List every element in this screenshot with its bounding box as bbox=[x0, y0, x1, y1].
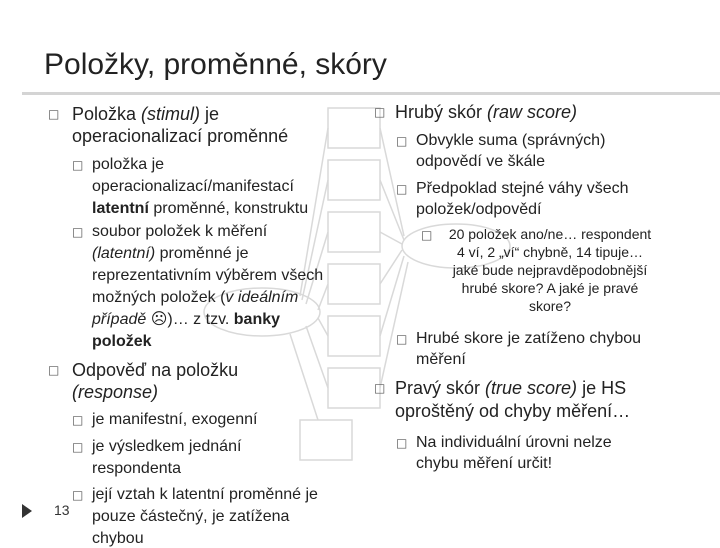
diagram-box bbox=[328, 264, 380, 304]
diagram-arrow bbox=[318, 318, 328, 336]
diagram-box bbox=[328, 368, 380, 408]
left-item2-sub3-line3: chybou bbox=[92, 530, 144, 547]
right-sub3-line1: Hrubé skore je zatíženo chybou bbox=[416, 330, 642, 347]
right-item1-line1: Hrubý skór (raw score) bbox=[395, 102, 578, 122]
right-subsub-line2: 4 ví, 2 „ví“ chybně, 14 tipuje… bbox=[457, 244, 643, 260]
right-item2-sub1-line2: chybu měření určit! bbox=[416, 455, 553, 472]
left-sub2-line2: (latentní) proměnné je bbox=[92, 245, 249, 262]
right-item2-line2: oproštěný od chyby měření… bbox=[395, 401, 631, 421]
bullet-icon: □ bbox=[396, 436, 408, 450]
left-sub2-line4: možných položek (v ideálním bbox=[92, 289, 299, 306]
bullet-icon: □ bbox=[396, 134, 408, 148]
bullet-icon: □ bbox=[396, 182, 408, 196]
left-item2-sub1: je manifestní, exogenní bbox=[92, 411, 258, 428]
diagram-arrow bbox=[306, 326, 328, 388]
right-sub2-line1: Předpoklad stejné váhy všech bbox=[416, 180, 629, 197]
left-sub2-line1: soubor položek k měření bbox=[92, 223, 268, 240]
right-subsub-line1: 20 položek ano/ne… respondent bbox=[448, 226, 652, 242]
right-subsub-line4: hrubé skore? A jaké je pravé bbox=[461, 280, 639, 296]
triangle-marker-icon bbox=[22, 504, 32, 518]
right-sub1-line2: odpovědí ve škále bbox=[416, 153, 545, 170]
bullet-icon: □ bbox=[72, 488, 84, 502]
bullet-icon: □ bbox=[72, 225, 84, 239]
left-item2-line2: (response) bbox=[72, 382, 159, 402]
left-item2-sub3-line2: pouze částečný, je zatížena bbox=[92, 508, 290, 525]
diagram-box bbox=[300, 420, 352, 460]
left-sub2-line3: reprezentativním výběrem všech bbox=[92, 267, 324, 284]
left-sub1-line1: položka je bbox=[92, 156, 165, 173]
diagram-arrow bbox=[380, 250, 402, 284]
right-sub1-line1: Obvykle suma (správných) bbox=[416, 132, 606, 149]
bullet-icon: □ bbox=[374, 381, 386, 395]
bullet-icon: □ bbox=[396, 332, 408, 346]
left-item2-line1: Odpověď na položku bbox=[72, 360, 239, 380]
left-sub2-line5: případě ☹)… z tzv. banky bbox=[92, 311, 281, 328]
bullet-icon: □ bbox=[48, 107, 60, 121]
left-item1-line1: Položka (stimul) je bbox=[72, 104, 220, 124]
diagram-arrow bbox=[318, 284, 328, 310]
diagram-arrow bbox=[380, 232, 402, 244]
page-number: 13 bbox=[54, 502, 70, 518]
diagram-box bbox=[328, 316, 380, 356]
right-item2-line1: Pravý skór (true score) je HS bbox=[395, 378, 627, 398]
left-sub1-line2: operacionalizací/manifestací bbox=[92, 178, 294, 195]
right-subsub-line5: skore? bbox=[528, 298, 572, 314]
left-item2-sub2-line1: je výsledkem jednání bbox=[92, 438, 242, 455]
bullet-icon: □ bbox=[72, 158, 84, 172]
diagram-box bbox=[328, 212, 380, 252]
right-sub3-line2: měření bbox=[416, 351, 466, 368]
left-item1-line2: operacionalizací proměnné bbox=[72, 126, 289, 146]
left-item2-sub2-line2: respondenta bbox=[92, 460, 181, 477]
diagram-box bbox=[328, 160, 380, 200]
right-sub2-line2: položek/odpovědí bbox=[416, 201, 542, 218]
bullet-icon: □ bbox=[72, 440, 84, 454]
left-sub1-line3: latentní proměnné, konstruktu bbox=[92, 200, 309, 217]
diagram-arrow bbox=[380, 262, 408, 388]
bullet-icon: □ bbox=[48, 363, 60, 377]
diagram-box bbox=[328, 108, 380, 148]
bullet-icon: □ bbox=[421, 228, 433, 242]
bullet-icon: □ bbox=[72, 413, 84, 427]
left-item2-sub3-line1: její vztah k latentní proměnné je bbox=[92, 486, 318, 503]
frown-face-icon: ☹ bbox=[150, 311, 168, 328]
right-subsub-line3: jaké bude nejpravděpodobnější bbox=[452, 262, 648, 278]
left-sub2-line6: položek bbox=[92, 333, 152, 350]
bullet-icon: □ bbox=[374, 105, 386, 119]
slide-title: Položky, proměnné, skóry bbox=[44, 48, 387, 81]
right-item2-sub1-line1: Na individuální úrovni nelze bbox=[416, 434, 612, 451]
